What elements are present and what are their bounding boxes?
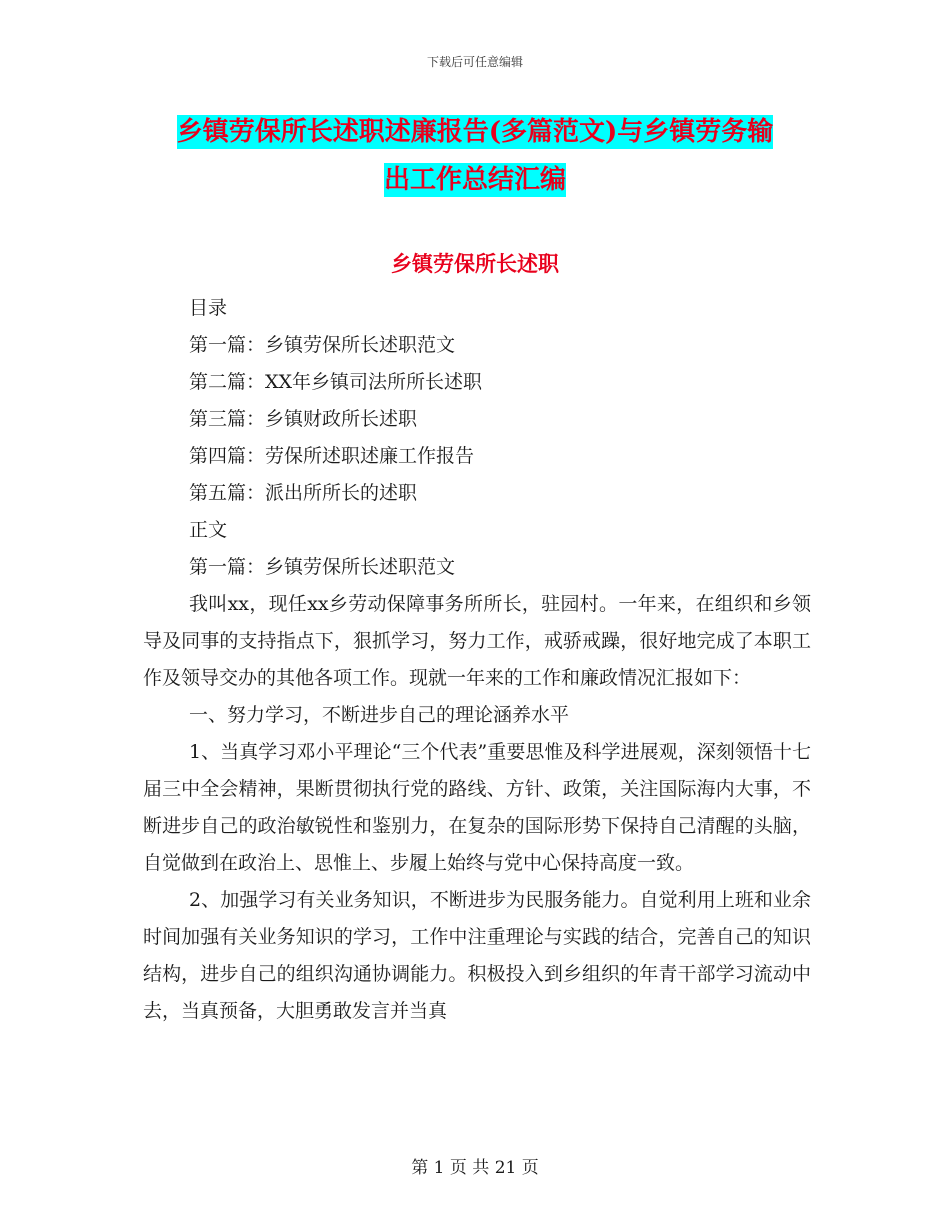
toc-item: 第三篇：乡镇财政所长述职 [189, 408, 418, 430]
toc-item: 第一篇：乡镇劳保所长述职范文 [189, 334, 456, 356]
document-body [143, 290, 811, 1030]
title-line-1-text: 乡镇劳保所长述职述廉报告(多篇范文)与乡镇劳务输 [176, 117, 774, 147]
page-footer: 第 1 页 共 21 页 [411, 1158, 539, 1178]
paragraph-point-1: 1、当真学习邓小平理论“三个代表”重要思惟及科学进展观，深刻领悟十七届三中全会精神，果断贯彻执行党的路线、方针、政策，关注国际海内大事，不断进步自己的政治敏锐性和鉴别力，在复杂的国际形势下保持自己清醒的头脑，自觉做到在政治上、思惟上、步履上始终与党中心保持高度一致。 [143, 741, 811, 874]
body-label-zhengwen: 正文 [189, 519, 228, 541]
toc-heading: 目录 [189, 297, 228, 319]
toc-item: 第五篇：派出所所长的述职 [189, 482, 418, 504]
toc-item: 第四篇：劳保所述职述廉工作报告 [189, 445, 475, 467]
title-line-2 [0, 156, 950, 204]
toc-item: 第二篇：XX年乡镇司法所所长述职 [189, 371, 483, 393]
section-subtitle: 乡镇劳保所长述职 [391, 251, 559, 276]
point-heading: 一、努力学习，不断进步自己的理论涵养水平 [189, 704, 570, 726]
section-heading: 第一篇：乡镇劳保所长述职范文 [189, 556, 456, 578]
document-title [0, 108, 950, 204]
title-line-1 [0, 108, 950, 156]
paragraph-intro: 我叫xx，现任xx乡劳动保障事务所所长，驻园村。一年来，在组织和乡领导及同事的支持指点下，狠抓学习，努力工作，戒骄戒躁，很好地完成了本职工作及领导交办的其他各项工作。现就一年来的工作和廉政情况汇报如下： [143, 593, 811, 689]
title-line-2-text: 出工作总结汇编 [383, 165, 566, 195]
paragraph-point-2: 2、加强学习有关业务知识，不断进步为民服务能力。自觉利用上班和业余时间加强有关业务知识的学习，工作中注重理论与实践的结合，完善自己的知识结构，进步自己的组织沟通协调能力。积极投入到乡组织的年青干部学习流动中去，当真预备，大胆勇敢发言并当真 [143, 889, 811, 1022]
header-note: 下载后可任意编辑 [426, 55, 523, 69]
